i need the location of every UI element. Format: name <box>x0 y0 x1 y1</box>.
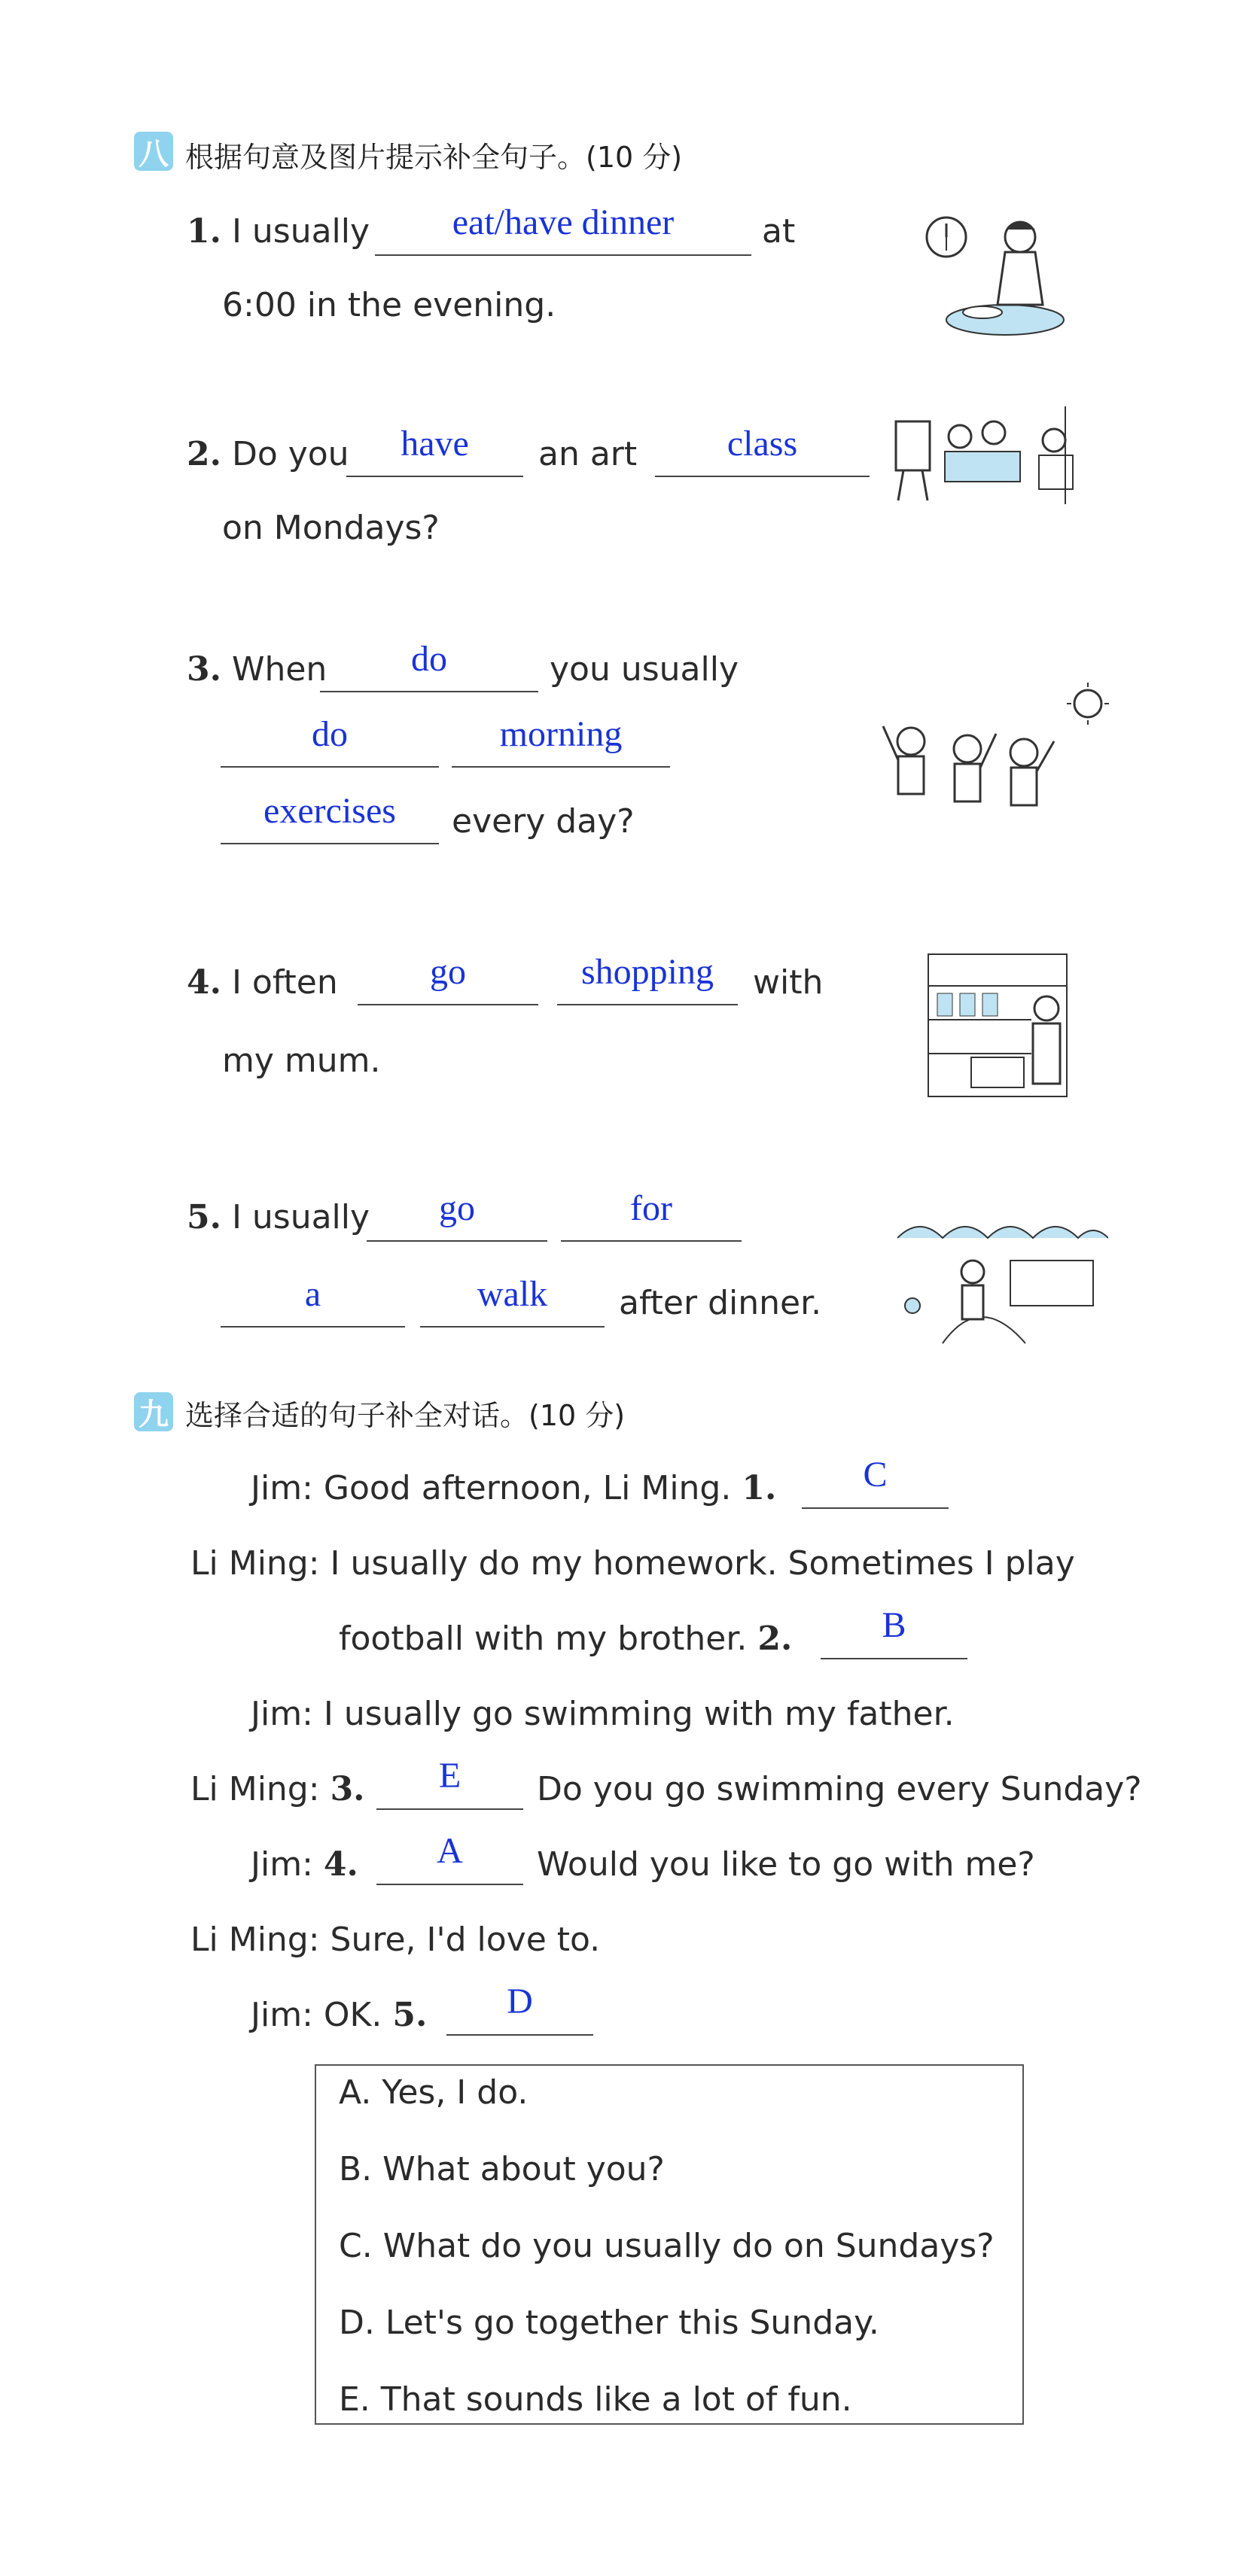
dialogue-line-3: football with my brother. 2. <box>339 1620 793 1658</box>
morning-exercises-illustration <box>877 681 1110 817</box>
item-5-blank-3[interactable] <box>221 1326 405 1328</box>
dialogue-blank-2[interactable] <box>821 1658 967 1659</box>
item-5-blank-1[interactable] <box>367 1240 547 1242</box>
item-3-blank-3[interactable] <box>452 766 670 768</box>
item-2-line2: on Mondays? <box>222 509 440 547</box>
options-box <box>315 2064 1024 2425</box>
item-5-answer-4: walk <box>477 1274 548 1314</box>
dialogue-blank-5[interactable] <box>446 2034 593 2036</box>
item-1-number: 1. I usually <box>187 212 370 251</box>
item-2-blank-1[interactable] <box>346 476 523 477</box>
dialogue-answer-1: C <box>863 1455 888 1495</box>
item-4-answer-2: shopping <box>580 952 714 992</box>
dialogue-blank-1[interactable] <box>802 1507 949 1509</box>
item-1-post: at <box>762 212 796 251</box>
item-1-blank[interactable] <box>375 254 751 256</box>
item-5-prefix: 5. I usually <box>187 1198 370 1236</box>
dialogue-answer-5: D <box>507 1981 533 2021</box>
item-5-answer-2: for <box>630 1188 672 1228</box>
item-3-blank-1[interactable] <box>320 691 538 692</box>
dinner-illustration <box>922 207 1065 339</box>
item-1-line2: 6:00 in the evening. <box>222 286 556 324</box>
dialogue-line-1: Jim: Good afternoon, Li Ming. 1. <box>251 1469 777 1507</box>
dialogue-answer-3: E <box>438 1756 462 1796</box>
item-2-answer-2: class <box>727 424 798 464</box>
art-class-illustration <box>892 406 1080 504</box>
item-2-answer-1: have <box>401 424 469 464</box>
dialogue-line-5-speaker: Li Ming: 3. <box>190 1770 365 1808</box>
item-3-blank-2[interactable] <box>221 766 439 768</box>
item-2-blank-2[interactable] <box>655 476 870 477</box>
option-a: A. Yes, I do. <box>339 2073 529 2112</box>
item-1-answer: eat/have dinner <box>452 202 675 242</box>
item-5-blank-2[interactable] <box>561 1240 742 1242</box>
item-5-answer-1: go <box>439 1188 475 1228</box>
item-5-blank-4[interactable] <box>420 1326 605 1328</box>
option-e: E. That sounds like a lot of fun. <box>339 2380 852 2419</box>
item-2-mid: an art <box>538 435 638 473</box>
shopping-illustration <box>926 952 1069 1099</box>
dialogue-line-5-text: Do you go swimming every Sunday? <box>537 1770 1142 1808</box>
dialogue-blank-4[interactable] <box>376 1884 523 1885</box>
item-3-blank-4[interactable] <box>221 843 439 844</box>
item-4-blank-2[interactable] <box>557 1004 738 1005</box>
dialogue-blank-3[interactable] <box>376 1808 523 1810</box>
dialogue-answer-2: B <box>882 1605 906 1645</box>
item-3-post: you usually <box>550 650 739 689</box>
item-4-answer-1: go <box>430 952 466 992</box>
option-b: B. What about you? <box>339 2150 665 2188</box>
item-4-post: with <box>753 963 824 1002</box>
dialogue-line-6-text: Would you like to go with me? <box>537 1845 1035 1884</box>
section-8-title: 根据句意及图片提示补全句子。(10 分) <box>185 141 683 174</box>
item-2-prefix: 2. Do you <box>187 435 349 473</box>
item-3-line3-post: every day? <box>452 802 635 841</box>
dialogue-line-4: Jim: I usually go swimming with my father. <box>251 1695 955 1733</box>
item-4-line2: my mum. <box>222 1042 381 1080</box>
item-4-prefix: 4. I often <box>187 963 338 1002</box>
section-8-icon: 八 <box>134 132 173 171</box>
dialogue-answer-4: A <box>437 1831 463 1871</box>
section-9-title: 选择合适的句子补全对话。(10 分) <box>185 1399 626 1432</box>
item-5-answer-3: a <box>304 1274 321 1314</box>
dialogue-line-8: Jim: OK. 5. <box>251 1996 428 2034</box>
item-3-answer-3: morning <box>499 714 623 754</box>
item-5-line2-post: after dinner. <box>619 1284 822 1322</box>
item-4-blank-1[interactable] <box>358 1004 538 1005</box>
item-3-answer-4: exercises <box>263 791 396 831</box>
walk-illustration <box>897 1208 1108 1347</box>
dialogue-line-7: Li Ming: Sure, I'd love to. <box>190 1921 601 1959</box>
dialogue-line-2: Li Ming: I usually do my homework. Sometimes I play <box>190 1544 1075 1583</box>
section-9-icon: 九 <box>134 1392 173 1431</box>
dialogue-line-6-speaker: Jim: 4. <box>251 1845 358 1884</box>
option-d: D. Let's go together this Sunday. <box>339 2304 879 2342</box>
item-3-answer-2: do <box>312 714 348 754</box>
item-3-answer-1: do <box>411 639 447 679</box>
option-c: C. What do you usually do on Sundays? <box>339 2227 995 2265</box>
item-3-prefix: 3. When <box>187 650 327 689</box>
